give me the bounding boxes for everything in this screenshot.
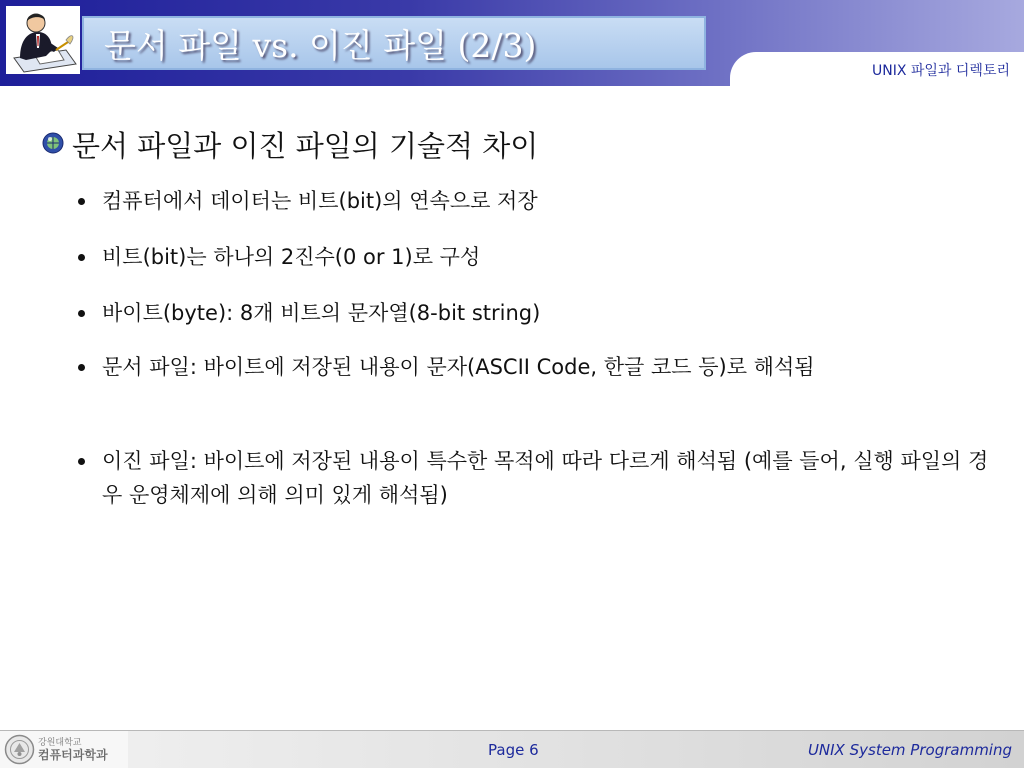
- bullet-dot: [78, 310, 85, 317]
- list-item-text: 컴퓨터에서 데이터는 비트(bit)의 연속으로 저장: [102, 189, 538, 213]
- bullet-dot: [78, 254, 85, 261]
- department-label: 컴퓨터과학과: [38, 748, 108, 762]
- header-logo: [6, 6, 80, 74]
- university-seal-icon: [4, 734, 35, 765]
- list-item: [76, 296, 540, 330]
- bullet-dot: [78, 198, 85, 205]
- writer-at-desk-icon: [6, 6, 80, 74]
- bullet-dot: [78, 364, 85, 371]
- page-number: Page 6: [488, 741, 539, 759]
- main-point-text: 문서 파일과 이진 파일의 기술적 차이: [72, 129, 539, 163]
- list-item: [76, 240, 480, 274]
- university-name: [38, 737, 108, 761]
- main-point: [42, 124, 538, 165]
- list-item-text: 이진 파일: 바이트에 저장된 내용이 특수한 목적에 따라 다르게 해석됨 (예를 들어, 실행 파일의 경우 운영체제에 의해 의미 있게 해석됨): [102, 449, 989, 507]
- list-item-text: 문서 파일: 바이트에 저장된 내용이 문자(ASCII Code, 한글 코드 등)로 해석됨: [102, 355, 815, 379]
- globe-bullet-icon: [42, 132, 64, 158]
- list-item-text: 바이트(byte): 8개 비트의 문자열(8-bit string): [102, 301, 541, 325]
- slide-title: 문서 파일 vs. 이진 파일 (2/3): [104, 26, 537, 65]
- list-item: [76, 444, 996, 512]
- bullet-dot: [78, 458, 85, 465]
- university-label: 강원대학교: [38, 738, 82, 748]
- course-label: UNIX System Programming: [807, 741, 1012, 759]
- subject-label: UNIX 파일과 디렉토리: [871, 63, 1010, 79]
- list-item: [76, 350, 996, 384]
- list-item-text: 비트(bit)는 하나의 2진수(0 or 1)로 구성: [102, 245, 481, 269]
- list-item: [76, 184, 538, 218]
